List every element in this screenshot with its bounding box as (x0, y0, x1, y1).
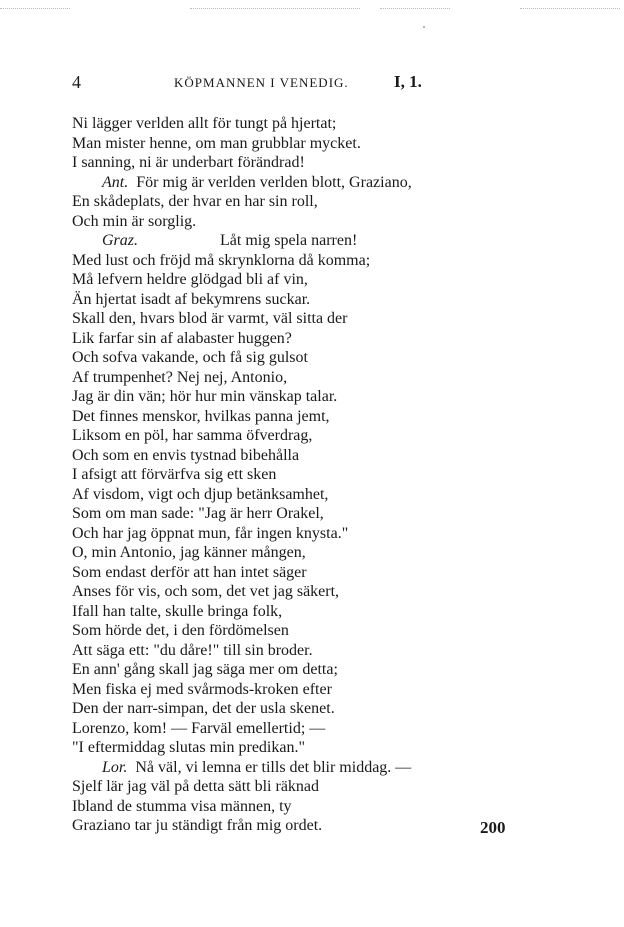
verse-line (72, 387, 552, 407)
verse-line (72, 524, 552, 544)
verse-line (72, 329, 552, 349)
line-text: Anses för vis, och som, det vet jag säkert, (72, 583, 340, 600)
line-text: Med lust och fröjd må skrynklorna då komma; (72, 251, 371, 269)
verse-line (72, 797, 552, 817)
verse-line (72, 212, 552, 232)
verse-text (72, 114, 552, 836)
verse-line (72, 680, 552, 700)
page-number: 4 (72, 72, 81, 92)
verse-line (72, 543, 552, 563)
verse-line (72, 407, 552, 427)
scan-artifact-marks (0, 0, 624, 20)
verse-line (72, 641, 552, 661)
line-text: Jag är din vän; hör hur min vänskap talar. (72, 388, 338, 405)
line-text: Sjelf lär jag väl på detta sätt bli räknad (72, 778, 320, 795)
verse-line (72, 270, 552, 290)
line-text: Af trumpenhet? Nej nej, Antonio, (72, 368, 288, 386)
line-text: O, min Antonio, jag känner mången, (72, 544, 306, 561)
verse-line (72, 758, 552, 778)
verse-line (72, 777, 552, 797)
verse-line (72, 582, 552, 602)
verse-line (72, 465, 552, 485)
line-text: I sanning, ni är underbart förändrad! (72, 154, 305, 171)
verse-line (72, 563, 552, 583)
line-text: Att säga ett: "du dåre!" till sin broder. (72, 641, 313, 659)
verse-line (72, 719, 552, 739)
speaker-name: Graz. (102, 232, 139, 249)
line-text: Lik farfar sin af alabaster huggen? (72, 329, 292, 347)
speaker-name: Lor. (102, 758, 128, 776)
verse-line (72, 660, 552, 680)
verse-line (72, 699, 552, 719)
verse-line (72, 290, 552, 310)
line-text: Låt mig spela narren! (220, 232, 358, 249)
speaker-name: Ant. (102, 173, 129, 191)
verse-line (72, 426, 552, 446)
line-text: Som om man sade: "Jag är herr Orakel, (72, 505, 324, 522)
line-text: Må lefvern heldre glödgad bli af vin, (72, 271, 308, 288)
line-text: Än hjertat isadt af bekymrens suckar. (72, 290, 311, 308)
line-text: Och sofva vakande, och få sig gulsot (72, 349, 308, 366)
verse-line (72, 231, 552, 251)
line-text: Ifall han talte, skulle bringa folk, (72, 602, 283, 620)
line-text: Som hörde det, i den fördömelsen (72, 622, 289, 639)
line-text: Man mister henne, om man grubblar mycket. (72, 134, 361, 152)
scan-artifact-dot (423, 26, 425, 28)
act-scene: I, 1. (394, 72, 422, 91)
line-text: Den der narr-simpan, det der usla skenet. (72, 700, 335, 717)
verse-line (72, 251, 552, 271)
verse-line (72, 621, 552, 641)
line-text: "I eftermiddag slutas min predikan." (72, 739, 305, 756)
page-header (72, 72, 440, 94)
line-text: För mig är verlden verlden blott, Graziano, (136, 173, 412, 191)
line-text: En skådeplats, der hvar en har sin roll, (72, 193, 318, 210)
line-text: Och har jag öppnat mun, får ingen knysta." (72, 524, 349, 542)
line-text: Ni lägger verlden allt för tungt på hjertat; (72, 115, 337, 132)
line-text: Och som en envis tystnad bibehålla (72, 446, 300, 464)
verse-line (72, 348, 552, 368)
verse-line (72, 114, 552, 134)
line-text: Lorenzo, kom! — Farväl emellertid; — (72, 719, 326, 737)
line-text: Det finnes menskor, hvilkas panna jemt, (72, 407, 330, 425)
line-text: En ann' gång skall jag säga mer om detta; (72, 661, 338, 678)
verse-line (72, 602, 552, 622)
line-text: Nå väl, vi lemna er tills det blir middag. — (135, 758, 412, 776)
verse-line (72, 192, 552, 212)
line-text: Af visdom, vigt och djup betänksamhet, (72, 485, 329, 503)
verse-line (72, 485, 552, 505)
line-text: Som endast derför att han intet säger (72, 563, 307, 581)
line-text: Liksom en pöl, har samma öfverdrag, (72, 427, 313, 444)
verse-line (72, 173, 552, 193)
verse-line (72, 446, 552, 466)
running-title: KÖPMANNEN I VENEDIG. (174, 75, 349, 90)
line-text: Skall den, hvars blod är varmt, väl sitta der (72, 310, 348, 327)
verse-line (72, 309, 552, 329)
verse-line (72, 134, 552, 154)
line-text: Ibland de stumma visa männen, ty (72, 797, 292, 815)
line-text: Men fiska ej med svårmods-kroken efter (72, 680, 332, 698)
line-text: Graziano tar ju ständigt från mig ordet. (72, 817, 323, 834)
line-text: I afsigt att förvärfva sig ett sken (72, 466, 277, 483)
folio-number: 200 (480, 818, 506, 837)
verse-line (72, 368, 552, 388)
line-text: Och min är sorglig. (72, 212, 197, 230)
verse-line (72, 504, 552, 524)
verse-line (72, 738, 552, 758)
verse-line (72, 153, 552, 173)
